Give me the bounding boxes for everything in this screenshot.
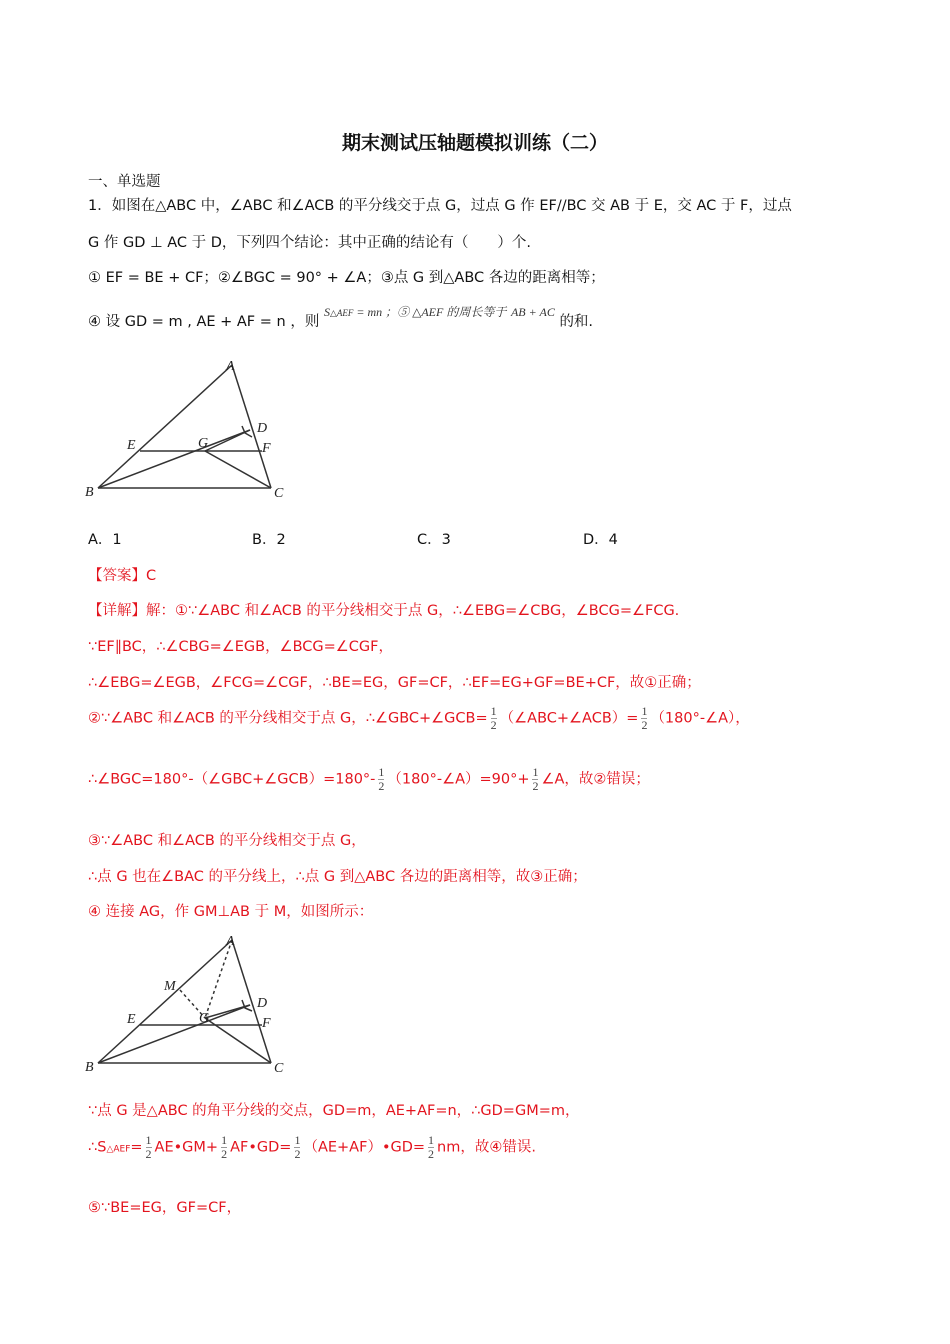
explanation-line-5: ∴∠BGC=180°-（∠GBC+∠GCB）=180°- $\frac{1}{2}$ （180°-∠A）=90°+ $\frac{1}{2}$ ∠A，故②错误；: [88, 765, 650, 793]
explanation-line-10: ∴S△AEF= $\frac{1}{2}$ AE•GM+ $\frac{1}{2}$ AF•GD= $\frac{1}{2}$ （AE+AF）•GD= $\frac{1}{2}$ nm，故④错误.: [88, 1133, 536, 1161]
perimeter-sum: AB + AC: [510, 305, 555, 319]
label-a: A: [226, 359, 235, 374]
label-e: E: [127, 438, 136, 453]
svg-text:F: F: [262, 1016, 271, 1031]
svg-text:B: B: [85, 1060, 94, 1075]
area-formula: S△AEF = mn ；⑤ △AEF 的周长等于: [323, 305, 507, 319]
fraction-half: $\frac{1}{2}$: [641, 704, 648, 732]
explanation-line-11: ⑤∵BE=EG，GF=CF，: [88, 1200, 242, 1216]
label-d: D: [257, 421, 268, 436]
label-g: G: [198, 436, 209, 451]
option-b[interactable]: B．2: [252, 532, 286, 548]
explanation-line-2: ∵EF∥BC，∴∠CBG=∠EGB，∠BCG=∠CGF，: [88, 639, 393, 655]
fraction-half: $\frac{1}{2}$: [378, 765, 385, 793]
question-line-1: 1．如图在△ABC 中，∠ABC 和∠ACB 的平分线交于点 G，过点 G 作 EF//BC 交 AB 于 E，交 AC 于 F，过点: [88, 198, 792, 214]
question-line-3: ① EF = BE + CF；②∠BGC = 90° + ∠A；③点 G 到△ABC 各边的距离相等；: [88, 270, 605, 286]
question-line-2: G 作 GD ⊥ AC 于 D，下列四个结论：其中正确的结论有（ ）个.: [88, 235, 531, 251]
label-b: B: [85, 485, 94, 500]
explanation-line-1: 【详解】解：①∵∠ABC 和∠ACB 的平分线相交于点 G，∴∠EBG=∠CBG，∠BCG=∠FCG.: [88, 603, 680, 619]
explanation-line-8: ④ 连接 AG，作 GM⊥AB 于 M，如图所示：: [88, 904, 374, 920]
label-c: C: [274, 486, 284, 501]
explanation-line-6: ③∵∠ABC 和∠ACB 的平分线相交于点 G，: [88, 833, 366, 849]
statement-5-end: 的和.: [559, 314, 594, 330]
fraction-half: $\frac{1}{2}$: [490, 704, 497, 732]
svg-text:D: D: [257, 996, 268, 1011]
svg-text:G: G: [199, 1011, 210, 1026]
fraction-half: $\frac{1}{2}$: [532, 765, 539, 793]
svg-text:C: C: [274, 1061, 284, 1076]
svg-text:E: E: [127, 1012, 136, 1027]
answer: 【答案】C: [88, 568, 157, 584]
option-a[interactable]: A．1: [88, 532, 122, 548]
svg-text:M: M: [164, 979, 176, 994]
explanation-line-4: ②∵∠ABC 和∠ACB 的平分线相交于点 G，∴∠GBC+∠GCB= $\frac{1}{2}$ （∠ABC+∠ACB）= $\frac{1}{2}$ （180°-∠A），: [88, 704, 750, 732]
page-title: 期末测试压轴题模拟训练（二）: [341, 132, 608, 154]
option-d[interactable]: D．4: [583, 532, 618, 548]
statement-4: ④ 设 GD = m , AE + AF = n ，则: [88, 314, 320, 330]
explanation-line-9: ∵点 G 是△ABC 的角平分线的交点，GD=m，AE+AF=n，∴GD=GM=m，: [88, 1103, 580, 1119]
section-heading: 一、单选题: [88, 174, 161, 190]
option-c[interactable]: C．3: [417, 532, 451, 548]
explanation-line-3: ∴∠EBG=∠EGB，∠FCG=∠CGF，∴BE=EG，GF=CF，∴EF=EG+GF=BE+CF，故①正确；: [88, 675, 701, 691]
svg-text:A: A: [226, 934, 235, 949]
label-f: F: [262, 441, 271, 456]
explanation-line-7: ∴点 G 也在∠BAC 的平分线上，∴点 G 到△ABC 各边的距离相等，故③正确；: [88, 869, 587, 885]
